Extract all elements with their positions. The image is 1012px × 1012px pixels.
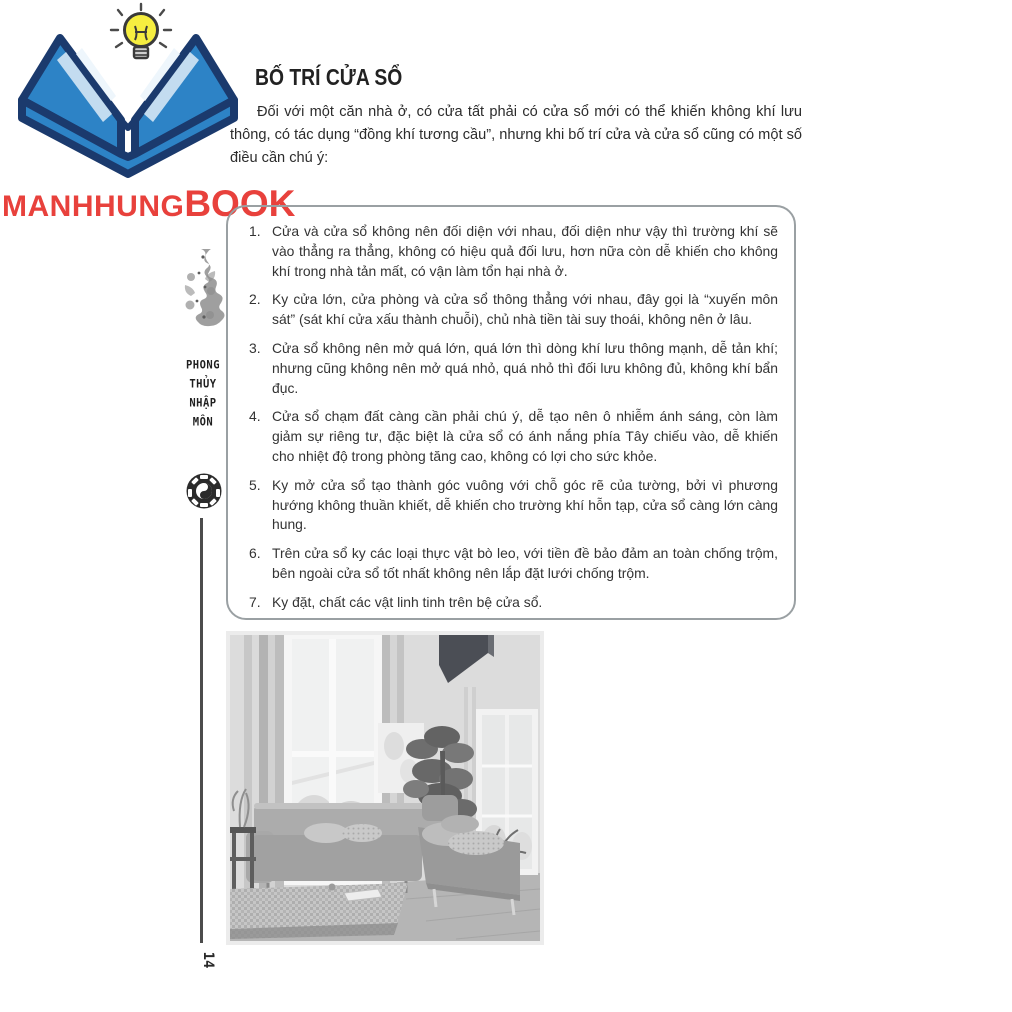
rule-number: 5. (249, 476, 261, 493)
rule-number: 7. (249, 593, 261, 610)
rule-number: 6. (249, 545, 261, 562)
series-line-3: NHẬP (189, 396, 217, 410)
rule-text: Ky đặt, chất các vật linh tinh trên bệ cửa sổ. (272, 593, 543, 610)
rug-icon (230, 883, 408, 939)
rule-number: 3. (249, 339, 261, 356)
rule-text: Cửa và cửa sổ không nên đối diện với nhau, đối diện như vậy thì trường khí sẽ vào thẳng ra thẳng, không có hiệu quả đối lưu, hơn nữa còn dễ khiến cho không khí trong nhà tản mất, có vận làm tổn hại nhà ở. (272, 223, 778, 279)
intro-paragraph: Đối với một căn nhà ở, có cửa tất phải có cửa sổ mới có thể khiến không khí lưu thông, có tác dụng “đồng khí tương cầu”, nhưng khi bố trí cửa và cửa sổ cũng có một số điều cần chú ý: (230, 104, 802, 166)
series-line-4: MÔN (192, 415, 214, 429)
rule-text: Ky mở cửa sổ tạo thành góc vuông với chỗ góc rẽ của tường, bởi vì phương hướng không thuần khiết, dễ khiến cho trường khí hỗn tạp, cửa sổ càng lớn càng hung. (272, 476, 778, 533)
rule-item-4 (249, 407, 778, 466)
rules-box (226, 205, 796, 620)
brand-text-book: BOOK (184, 183, 296, 224)
living-room-photo (226, 631, 544, 945)
section-title: BỐ TRÍ CỬA SỔ (255, 64, 403, 90)
rule-number: 1. (249, 223, 261, 239)
rule-item-2 (249, 290, 778, 330)
brand-text-manhhung: MANHHUNG (2, 190, 185, 223)
dragon-icon (177, 247, 225, 333)
series-line-2: THỦY (189, 377, 217, 391)
bagua-yinyang-icon (185, 471, 223, 512)
series-title-vertical (178, 356, 228, 432)
rule-text: Ky cửa lớn, cửa phòng và cửa sổ thông thẳng với nhau, đây gọi là “xuyến môn sát” (sát khí cửa xấu thành chuỗi), chủ nhà tiền tài suy thoái, không nên ở lâu. (272, 291, 778, 328)
lightbulb-icon (125, 14, 158, 59)
rule-number: 4. (249, 408, 261, 425)
rule-item-6 (249, 544, 778, 584)
sidebar-rule-line (200, 518, 203, 943)
rule-text: Cửa sổ không nên mở quá lớn, quá lớn thì dòng khí lưu thông mạnh, dễ tản khí; nhưng cũng không nên mở quá nhỏ, quá nhỏ thì đối lưu không đủ, không khí bẩn đục. (272, 339, 778, 396)
rule-number: 2. (249, 291, 261, 308)
open-book-icon (22, 38, 234, 174)
rule-item-7 (249, 593, 778, 613)
rule-item-1 (249, 222, 778, 281)
rule-text: Cửa sổ chạm đất càng cần phải chú ý, dễ tạo nên ô nhiễm ánh sáng, còn làm giảm sự riêng tư, đặc biệt là cửa sổ có ánh nắng phía Tây chiếu vào, dễ khiến cho nhiệt độ trong phòng tăng cao, không có lợi cho sức khỏe. (272, 408, 778, 464)
rule-item-3 (249, 339, 778, 398)
rule-text: Trên cửa sổ ky các loại thực vật bò leo, với tiền đề bảo đảm an toàn chống trộm, bên ngoài cửa sổ tốt nhất không nên lắp đặt lưới chống trộm. (272, 545, 778, 581)
series-line-1: PHONG (185, 358, 221, 372)
open-book-lightbulb-icon (8, 2, 248, 180)
page-number: 14 (200, 951, 216, 969)
rule-item-5 (249, 476, 778, 535)
